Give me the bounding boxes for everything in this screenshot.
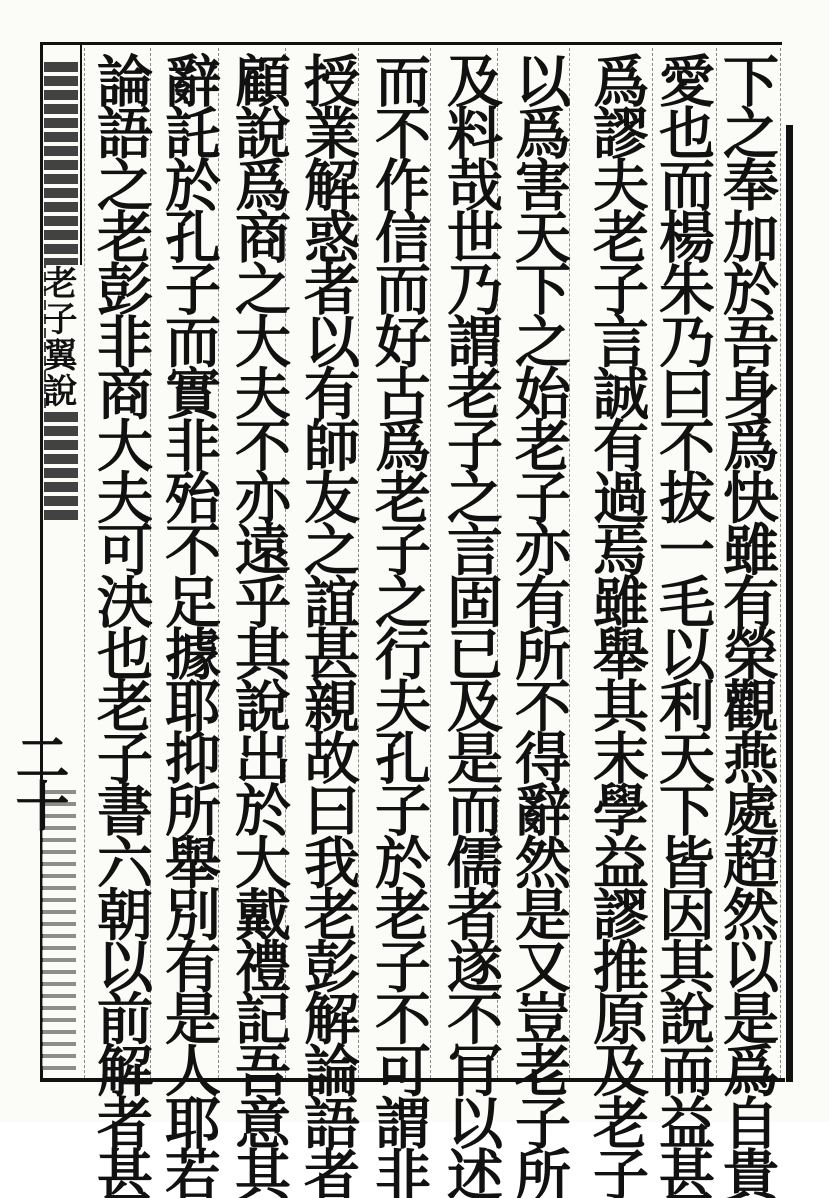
fore-edge-ornament-lower	[42, 790, 76, 1070]
text-column-10: 論語之老彭非商大夫可決也老子書六朝以前解者甚	[88, 52, 154, 1198]
text-column-2: 愛也而楊朱乃曰不拔一毛以利天下皆因其說而益甚	[650, 52, 716, 1198]
page-number: 二十	[7, 730, 71, 826]
text-column-1: 下之奉加於吾身爲快雖有榮觀燕處超然以是爲自貴	[714, 52, 780, 1198]
text-column-7: 授業解惑者以有師友之誼甚親故曰我老彭解論語者	[295, 52, 361, 1198]
text-column-4: 以爲害天下之始老子亦有所不得辭然是又豈老子所	[506, 52, 572, 1198]
text-column-3: 爲謬夫老子言誠有過焉雖舉其末學益謬推原及老子	[584, 52, 650, 1198]
top-border	[40, 42, 782, 45]
text-column-5: 及料哉世乃謂老子之言固已及是而儒者遂不肎以述	[438, 52, 504, 1198]
margin-book-title: 老子翼說	[46, 265, 82, 409]
text-column-6: 而不作信而好古爲老子之行夫孔子於老子不可謂非	[366, 52, 432, 1198]
text-column-9: 辭託於孔子而實非殆不足據耶抑所舉別有是人耶若	[156, 52, 222, 1198]
right-border	[786, 125, 793, 1082]
margin-divider	[80, 42, 82, 287]
column-separator	[84, 48, 85, 1078]
column-separator	[780, 48, 781, 1078]
text-column-8: 顧說爲商之大夫不亦遠乎其說出於大戴禮記吾意其	[226, 52, 292, 1198]
